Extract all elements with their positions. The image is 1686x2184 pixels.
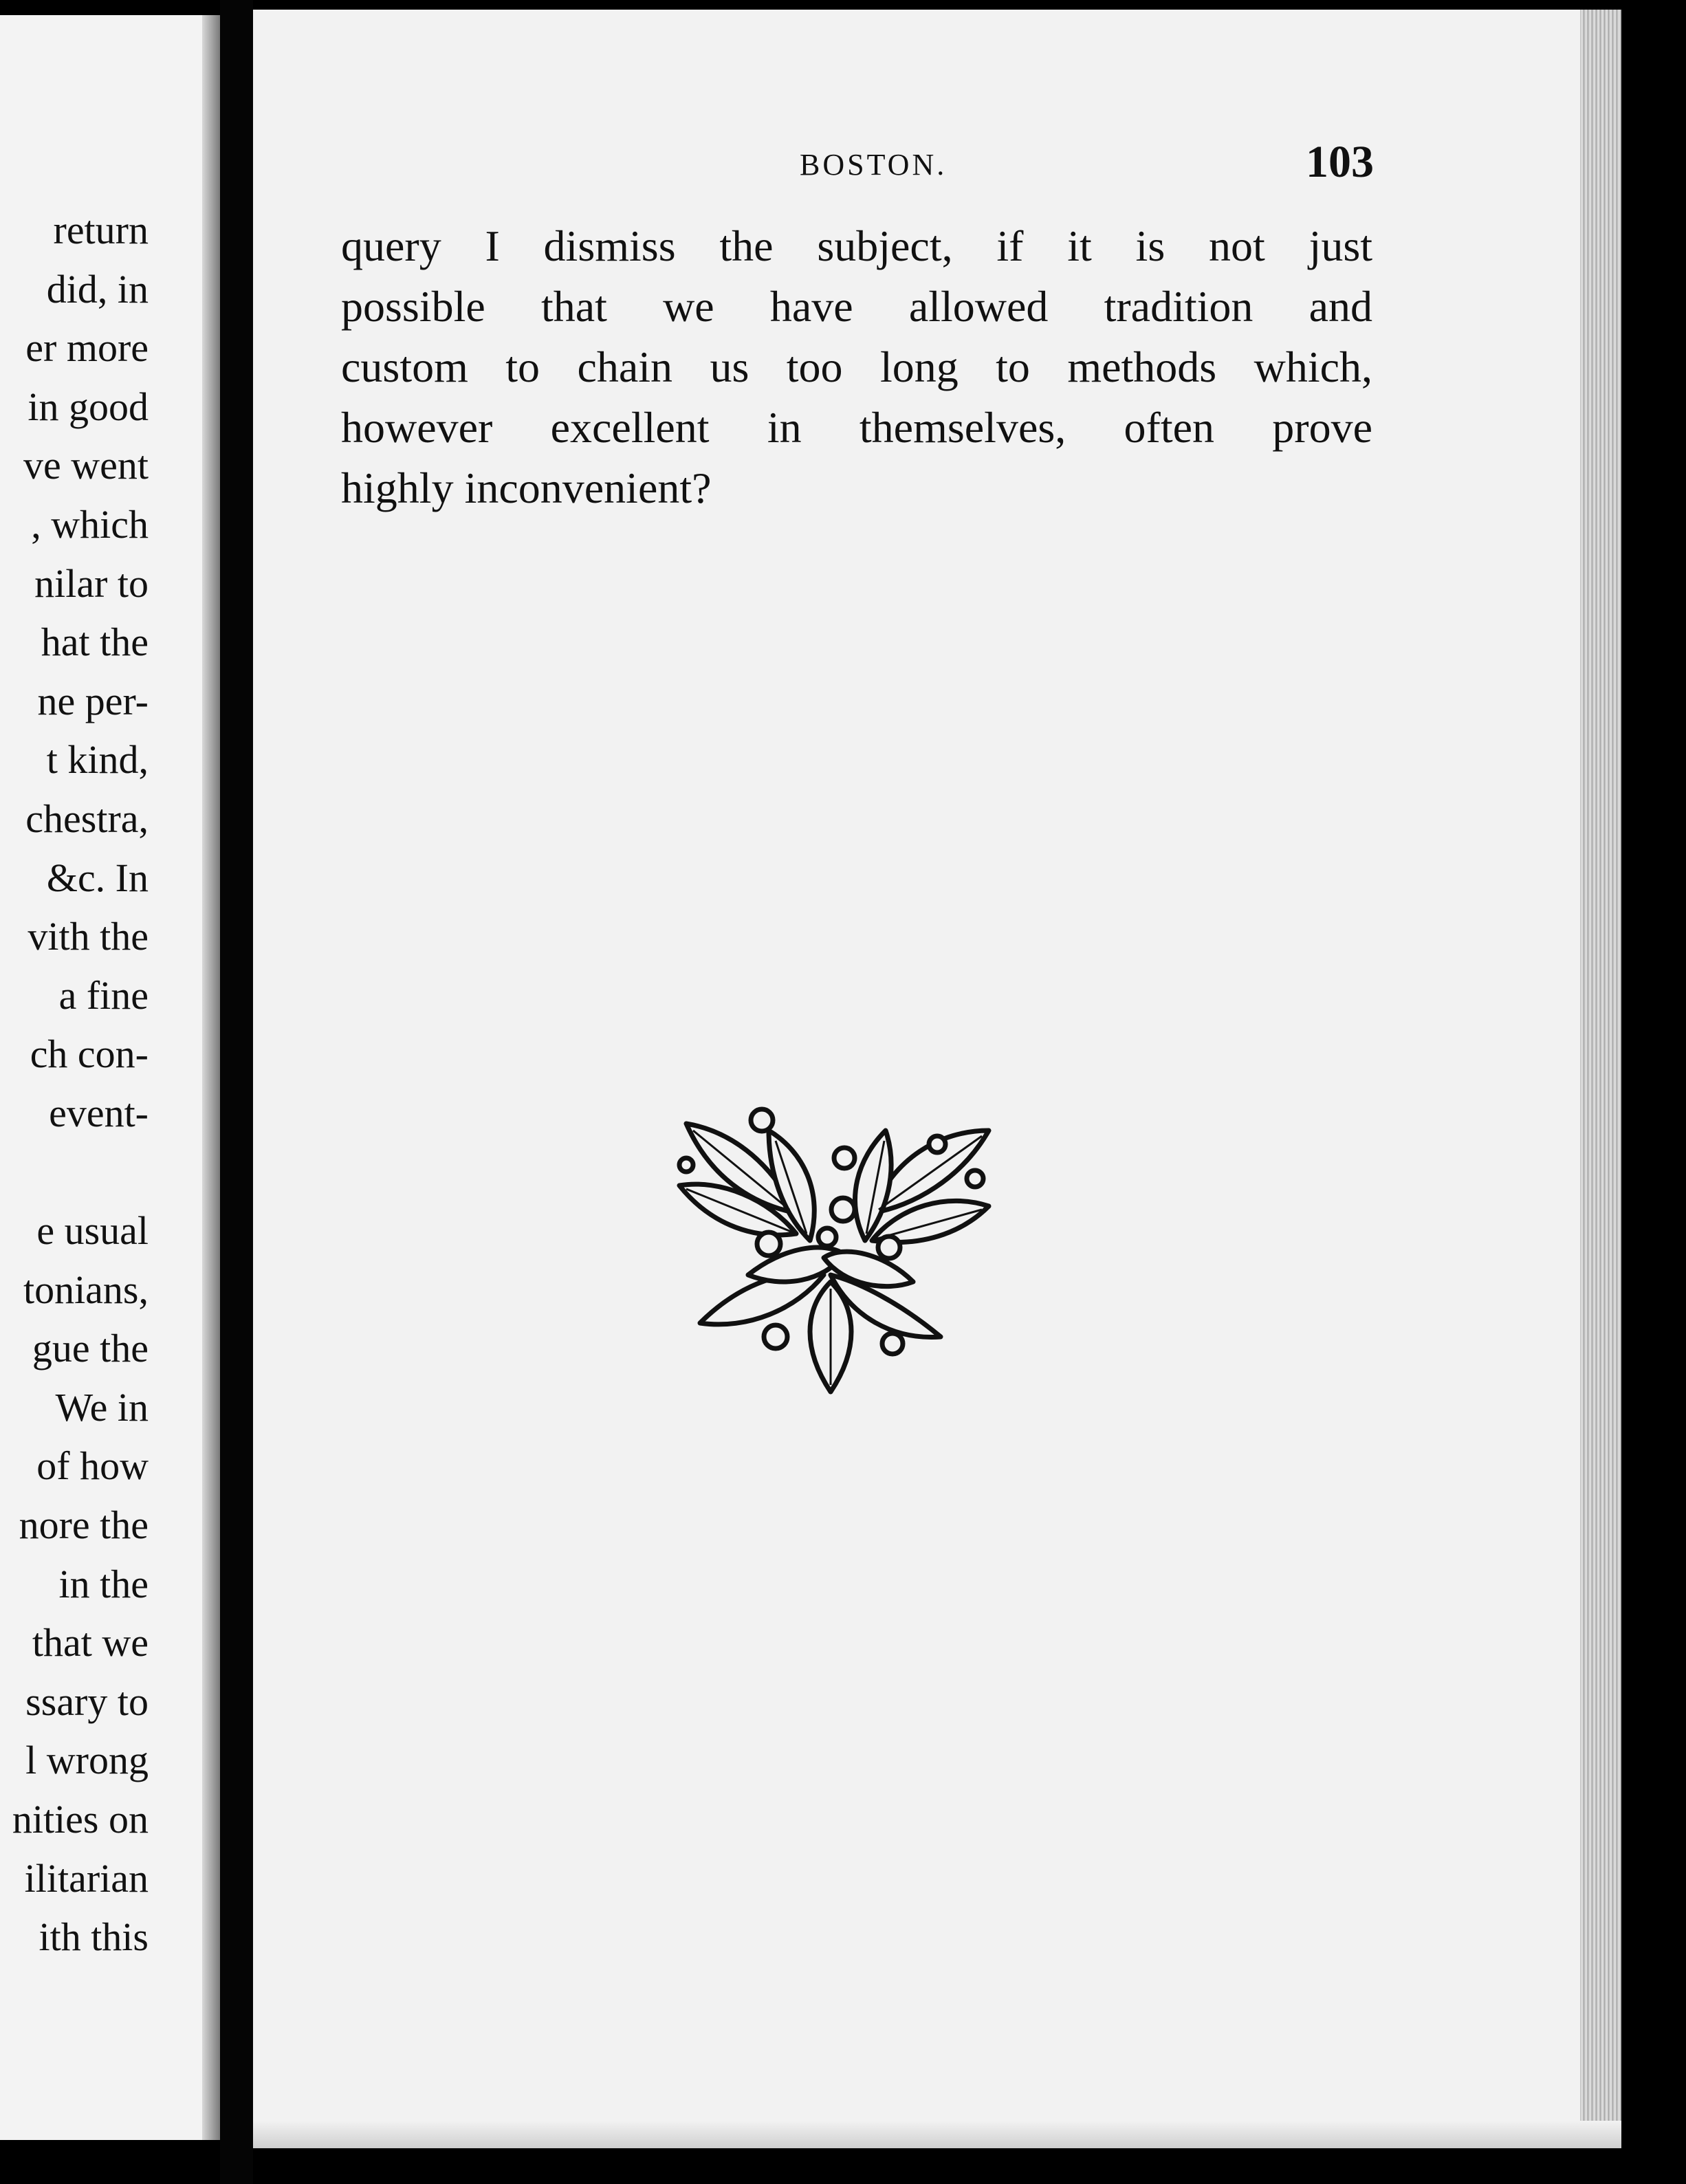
book-gutter: [220, 0, 253, 2184]
left-line: did, in: [46, 266, 149, 312]
left-page-fragment: [0, 15, 220, 2140]
left-line: nilar to: [34, 560, 149, 606]
leaf-ornament-icon: [666, 1103, 1009, 1419]
left-line: tonians,: [23, 1267, 149, 1312]
left-line: return: [53, 208, 149, 252]
left-page-edge-shadow: [202, 15, 220, 2140]
left-line: ch con-: [30, 1031, 149, 1077]
left-line: t kind,: [46, 737, 149, 783]
left-line: gue the: [32, 1326, 149, 1371]
left-line: vith the: [28, 914, 149, 959]
left-line: l wrong: [25, 1738, 149, 1783]
left-line: ve went: [23, 443, 149, 488]
page-edges: [1580, 10, 1621, 2148]
right-page: [253, 10, 1621, 2148]
left-line: ne per-: [37, 678, 149, 723]
left-line: nore the: [19, 1503, 149, 1548]
page-number: 103: [1306, 137, 1374, 187]
text-line: custom to chain us too long to methods which,: [341, 342, 1372, 391]
left-line: ilitarian: [24, 1855, 149, 1901]
text-line: possible that we have allowed tradition and: [341, 282, 1372, 331]
page-bottom-shadow: [253, 2121, 1621, 2148]
text-line: query I dismiss the subject, if it is not just: [341, 221, 1372, 270]
left-page-text: [12, 201, 149, 1967]
body-text: [341, 216, 1372, 518]
left-line: that we: [32, 1620, 149, 1666]
left-line: e usual: [36, 1208, 149, 1254]
left-line: We in: [55, 1384, 149, 1430]
left-line: ith this: [39, 1914, 149, 1960]
left-line: in the: [58, 1561, 149, 1606]
left-line: in good: [28, 384, 149, 429]
left-line: &c. In: [46, 855, 149, 900]
left-line: chestra,: [25, 796, 149, 841]
text-line: however excellent in themselves, often prove: [341, 403, 1372, 452]
left-line: of how: [36, 1443, 149, 1489]
left-line: hat the: [41, 620, 149, 665]
left-line: event-: [49, 1090, 149, 1135]
text-line: highly inconvenient?: [341, 463, 712, 512]
left-line: , which: [31, 501, 149, 547]
left-line: er more: [25, 325, 149, 371]
left-line: nities on: [12, 1797, 149, 1842]
left-paragraph-gap: [12, 1143, 149, 1202]
left-line: a fine: [58, 972, 149, 1018]
left-line: ssary to: [25, 1679, 149, 1724]
running-head: BOSTON.: [800, 148, 948, 182]
